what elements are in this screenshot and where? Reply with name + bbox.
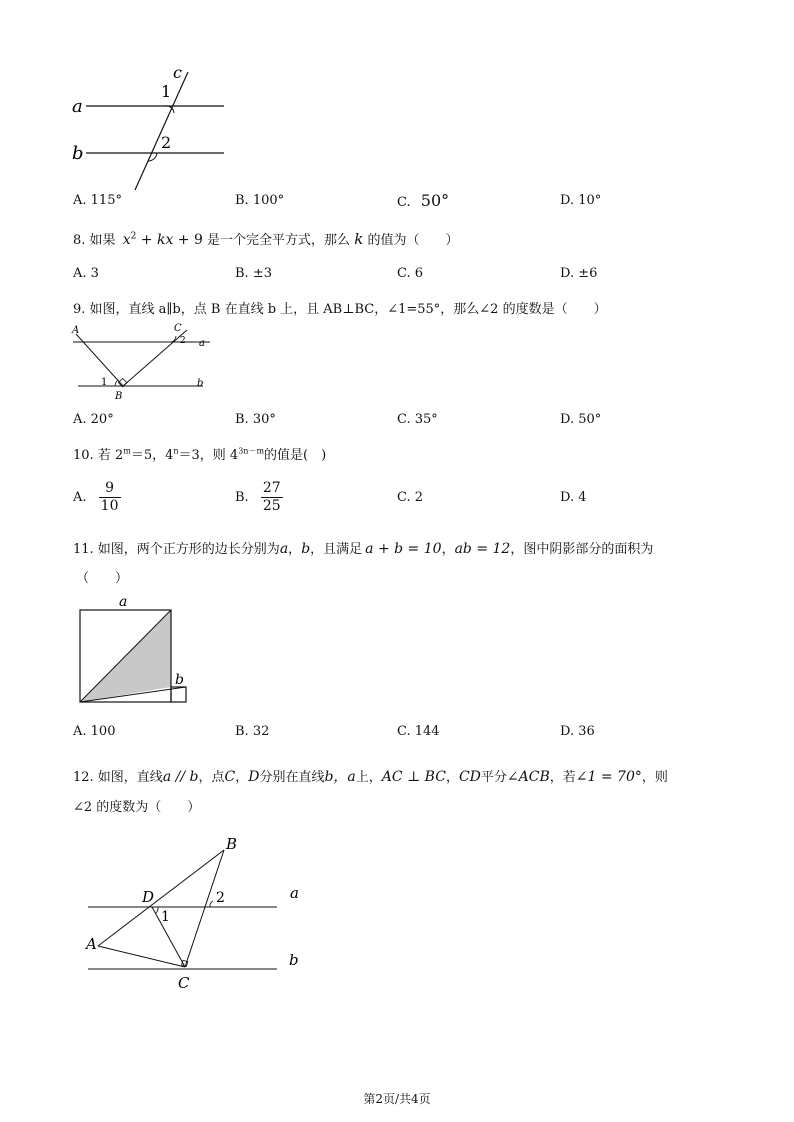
q11-figure bbox=[70, 595, 200, 707]
q12-CD: CD bbox=[458, 769, 481, 785]
q12-mid2: 分别在直线 bbox=[259, 770, 325, 785]
q9-label-b: b bbox=[197, 378, 204, 389]
q10-option-c[interactable]: C. 2 bbox=[397, 490, 424, 505]
q8-option-b[interactable]: B. ±3 bbox=[235, 266, 272, 281]
q7-label-b: b bbox=[72, 143, 84, 164]
q12-lines: b，a bbox=[324, 769, 356, 785]
q12-segment-BC bbox=[185, 850, 224, 967]
q11-mid: ，且满足 bbox=[310, 542, 363, 557]
q12-label-a: a bbox=[290, 884, 299, 902]
q10-mid1: ＝5，4 bbox=[130, 448, 174, 463]
q12-label-D: D bbox=[142, 888, 155, 906]
q7-option-c[interactable] bbox=[397, 191, 449, 210]
q9-stem: 9. 如图，直线 a∥b，点 B 在直线 b 上，且 AB⊥BC，∠1=55°，那么∠2 的度数是（ ） bbox=[73, 302, 607, 317]
q12-figure bbox=[70, 828, 340, 998]
q8-option-a[interactable]: A. 3 bbox=[73, 266, 99, 281]
q12-mid: ，点 bbox=[198, 770, 225, 785]
q9-line-bc bbox=[123, 330, 187, 386]
q12-bisect: 平分 bbox=[480, 770, 507, 785]
q11-option-b[interactable]: B. 32 bbox=[235, 724, 270, 739]
q9-label-a: a bbox=[199, 338, 205, 349]
q11-paren: （ ） bbox=[76, 571, 129, 586]
q12-comma2: ， bbox=[445, 770, 459, 785]
q11-b: b bbox=[301, 541, 311, 557]
q11-cond1: a + b = 10 bbox=[365, 541, 442, 557]
q11-option-d[interactable]: D. 36 bbox=[560, 724, 595, 739]
q7-option-c-value: 50° bbox=[420, 191, 450, 210]
q9-option-b[interactable]: B. 30° bbox=[235, 412, 276, 427]
q10-option-a-denominator: 10 bbox=[100, 498, 119, 514]
q10-prefix: 10. 若 2 bbox=[73, 448, 124, 463]
q10-option-a[interactable] bbox=[73, 480, 121, 515]
q12-mid3: 上， bbox=[355, 770, 382, 785]
q12-angle1-arc bbox=[156, 907, 158, 913]
q9-angle1-arc bbox=[115, 380, 118, 386]
q8-stem bbox=[73, 229, 458, 248]
q8-option-d[interactable]: D. ±6 bbox=[560, 266, 598, 281]
q9-label-1: 1 bbox=[101, 377, 108, 388]
q9-label-2: 2 bbox=[180, 336, 186, 346]
q12-stem-line2: ∠2 的度数为（ ） bbox=[73, 800, 201, 815]
q12-label-B: B bbox=[226, 835, 238, 853]
q10-option-b-denominator: 25 bbox=[262, 498, 281, 514]
q11-stem bbox=[73, 538, 653, 557]
q9-figure bbox=[60, 320, 220, 405]
q11-comma: ， bbox=[441, 542, 455, 557]
q7-option-c-prefix: C. bbox=[397, 195, 411, 210]
q11-sep: ， bbox=[288, 542, 302, 557]
q10-option-a-fraction bbox=[99, 480, 121, 515]
page-footer: 第2页/共4页 bbox=[363, 1092, 431, 1106]
q12-then: ，则 bbox=[641, 770, 668, 785]
q12-label-A: A bbox=[86, 935, 97, 953]
q10-suffix: 的值是( ) bbox=[264, 448, 327, 463]
q12-angle2-arc bbox=[210, 901, 213, 907]
q12-label-1: 1 bbox=[161, 909, 170, 925]
q7-option-a[interactable]: A. 115° bbox=[73, 193, 122, 208]
q9-option-a[interactable]: A. 20° bbox=[73, 412, 114, 427]
q12-perp: AC ⊥ BC bbox=[381, 769, 446, 785]
q12-ab-parallel: a // b bbox=[162, 769, 199, 785]
q11-label-a: a bbox=[119, 594, 128, 610]
q11-cond2: ab = 12 bbox=[454, 541, 511, 557]
q12-if: ，若 bbox=[549, 770, 576, 785]
q10-option-a-numerator: 9 bbox=[99, 480, 121, 498]
q9-label-A: A bbox=[72, 325, 80, 336]
q12-segment-AB bbox=[98, 850, 224, 946]
q8-k: k bbox=[354, 230, 364, 248]
q7-option-d[interactable]: D. 10° bbox=[560, 193, 602, 208]
q12-D: D bbox=[248, 769, 260, 785]
q12-C: C bbox=[224, 769, 236, 785]
q11-a: a bbox=[279, 541, 289, 557]
q8-expr-mid: + bbox=[136, 232, 157, 248]
q11-option-c[interactable]: C. 144 bbox=[397, 724, 440, 739]
q10-sup-exp: 3n－m bbox=[238, 446, 265, 456]
q11-suffix: ，图中阴影部分的面积为 bbox=[510, 542, 654, 557]
q12-label-C: C bbox=[178, 974, 190, 992]
q8-expr-x: x bbox=[122, 232, 131, 248]
q12-label-b: b bbox=[289, 951, 299, 969]
q9-option-c[interactable]: C. 35° bbox=[397, 412, 438, 427]
q10-option-d[interactable]: D. 4 bbox=[560, 490, 587, 505]
q10-stem bbox=[73, 444, 326, 463]
q12-segment-AC bbox=[98, 946, 185, 967]
q7-label-a: a bbox=[72, 96, 83, 117]
q11-option-a[interactable]: A. 100 bbox=[73, 724, 116, 739]
q12-angle-acb: ∠ACB bbox=[506, 769, 550, 785]
q12-comma1: ， bbox=[235, 770, 249, 785]
q10-sup-m: m bbox=[123, 446, 131, 456]
q9-option-d[interactable]: D. 50° bbox=[560, 412, 602, 427]
q12-label-2: 2 bbox=[216, 890, 225, 906]
q10-mid2: ＝3，则 4 bbox=[178, 448, 239, 463]
q10-option-b-prefix: B. bbox=[235, 490, 249, 505]
q10-option-a-prefix: A. bbox=[73, 490, 87, 505]
q7-label-c: c bbox=[173, 63, 182, 82]
q10-option-b-fraction bbox=[261, 480, 283, 515]
q10-option-b-numerator: 27 bbox=[262, 480, 281, 496]
q8-suffix: 是一个完全平方式，那么 bbox=[207, 233, 351, 248]
q8-expr-sup: 2 bbox=[130, 231, 137, 242]
q8-expression bbox=[123, 232, 203, 248]
q11-label-b: b bbox=[175, 672, 184, 688]
q8-prefix: 8. 如果 bbox=[73, 233, 116, 248]
q10-sup-n: n bbox=[173, 446, 179, 456]
q12-stem-line1 bbox=[73, 766, 668, 786]
q12-prefix: 12. 如图，直线 bbox=[73, 770, 163, 785]
q10-option-b[interactable] bbox=[235, 480, 283, 515]
q8-tail: 的值为（ ） bbox=[367, 233, 459, 248]
q8-option-c[interactable]: C. 6 bbox=[397, 266, 424, 281]
q9-label-C: C bbox=[174, 323, 182, 334]
q7-option-b[interactable]: B. 100° bbox=[235, 193, 285, 208]
q7-label-1: 1 bbox=[161, 82, 172, 101]
q11-prefix: 11. 如图，两个正方形的边长分别为 bbox=[73, 542, 280, 557]
q7-figure bbox=[60, 60, 240, 200]
q12-angle1: ∠1 = 70° bbox=[575, 769, 642, 785]
q8-expr-kx: kx bbox=[156, 232, 174, 248]
q8-expr-end: + 9 bbox=[173, 232, 203, 248]
q7-label-2: 2 bbox=[161, 133, 172, 152]
q9-label-B: B bbox=[115, 391, 123, 402]
